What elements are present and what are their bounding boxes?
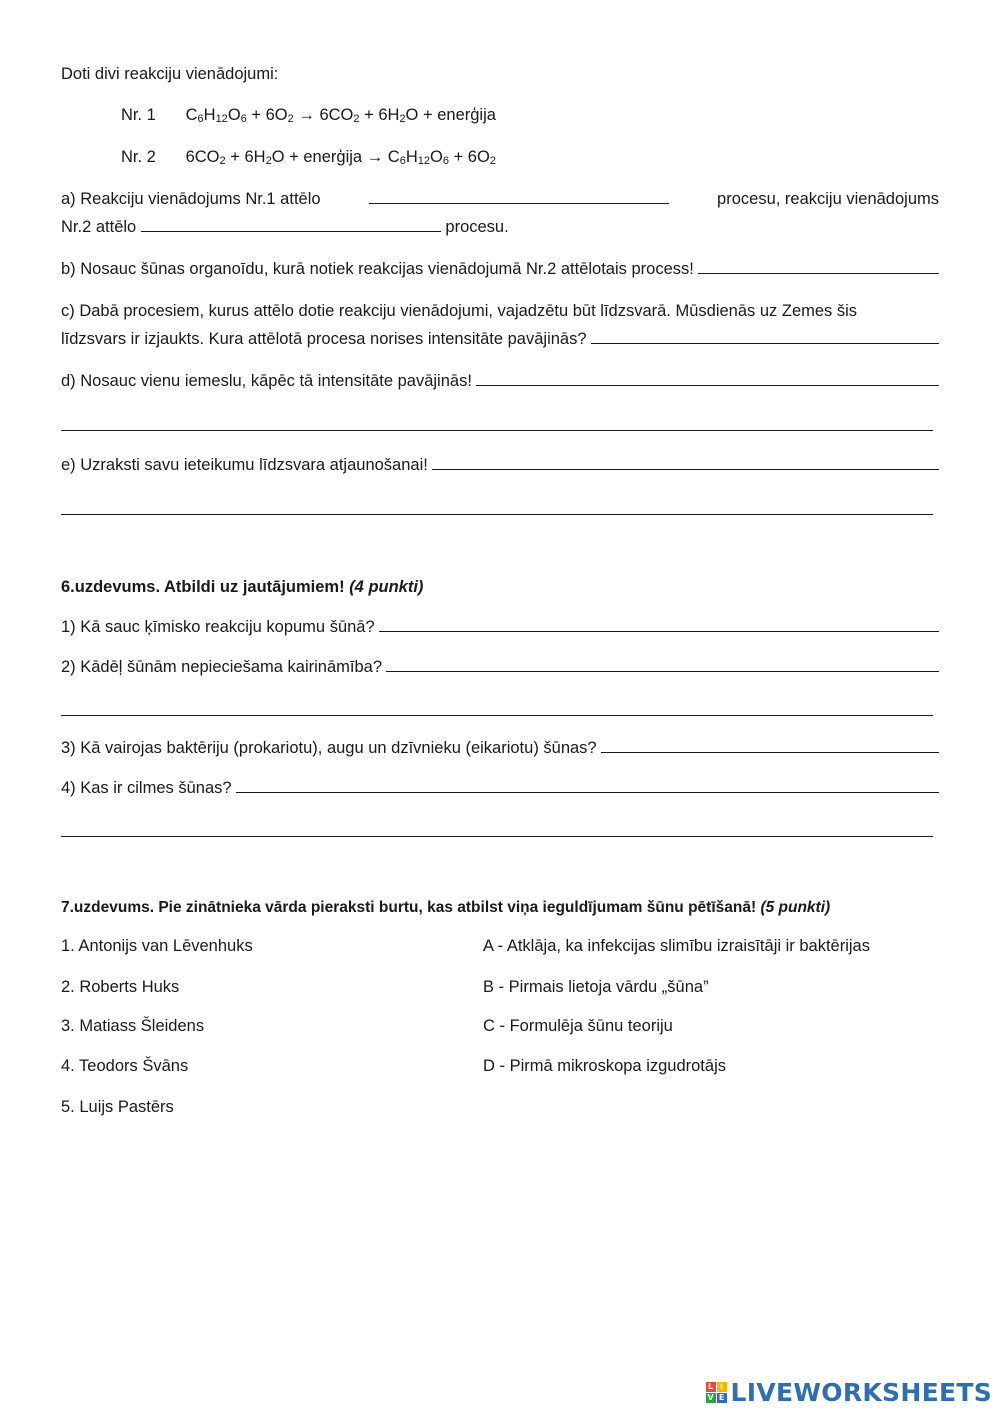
- glucose-formula: $C_6H_{12}O_6$: [185, 106, 247, 125]
- equation-1: Nr. 1 $C_6H_{12}O_6 + 6O_2 \to 6CO_2 + 6H_2O$ + enerģija: [121, 101, 496, 129]
- glucose-formula: $C_6H_{12}O_6$: [387, 148, 449, 167]
- task7-heading: [61, 894, 939, 922]
- oxygen-formula: $6O_2$: [265, 106, 294, 125]
- contribution-item: B - Pirmais lietoja vārdu „šūna”: [483, 978, 709, 996]
- task7-points: (5 punkti): [760, 899, 831, 916]
- water-formula: $6H_2O$: [244, 148, 285, 167]
- contribution-item: C - Formulēja šūnu teoriju: [483, 1017, 673, 1035]
- task7-title: 7.uzdevums. Pie zinātnieka vārda pieraksti burtu, kas atbilst viņa ieguldījumam šūnu pētīšanā!: [61, 899, 757, 916]
- arrow-icon: →: [298, 106, 315, 124]
- equation-1-label: Nr. 1: [121, 106, 156, 124]
- question-e: e) Uzraksti savu ieteikumu līdzsvara atjaunošanai!: [61, 451, 939, 479]
- answer-b-input[interactable]: [698, 255, 939, 274]
- task6-heading: [61, 573, 939, 601]
- task6-question-4: 4) Kas ir cilmes šūnas?: [61, 774, 939, 802]
- answer-a1-input[interactable]: [369, 185, 669, 204]
- question-b: b) Nosauc šūnas organoīdu, kurā notiek reakcijas vienādojumā Nr.2 attēlotais process!: [61, 255, 939, 283]
- question-c-line-2: līdzsvars ir izjaukts. Kura attēlotā procesa norises intensitāte pavājinās?: [61, 325, 939, 353]
- contribution-item: A - Atklāja, ka infekcijas slimību izraisītāji ir baktērijas: [483, 937, 870, 955]
- energy-text: enerģija: [303, 148, 363, 166]
- scientist-item: 5. Luijs Pastērs: [61, 1098, 174, 1116]
- energy-text: enerģija: [437, 106, 496, 124]
- question-c-line-1: c) Dabā procesiem, kurus attēlo dotie reakciju vienādojumi, vajadzētu būt līdzsvarā. Mūsdienās uz Zemes šis: [61, 302, 858, 320]
- answer-d-input[interactable]: [476, 367, 939, 386]
- liveworksheets-logo-icon: L I V E: [706, 1382, 727, 1403]
- answer-e-input[interactable]: [432, 451, 939, 470]
- task6-question-3: 3) Kā vairojas baktēriju (prokariotu), augu un dzīvnieku (eikariotu) šūnas?: [61, 734, 939, 762]
- scientist-item: 1. Antonijs van Lēvenhuks: [61, 937, 253, 955]
- task6-answer-4-extra-input[interactable]: [61, 836, 933, 837]
- oxygen-formula: $6O_2$: [467, 148, 496, 167]
- liveworksheets-text: LIVEWORKSHEETS: [730, 1378, 992, 1407]
- task6-answer-4-input[interactable]: [236, 774, 939, 793]
- co2-formula: $6CO_2$: [319, 106, 360, 125]
- answer-d-extra-input[interactable]: [61, 430, 933, 431]
- scientist-item: 2. Roberts Huks: [61, 978, 180, 996]
- arrow-icon: →: [366, 148, 384, 166]
- question-a-line-2: Nr.2 attēlo procesu.: [61, 213, 939, 241]
- task6-question-1: 1) Kā sauc ķīmisko reakciju kopumu šūnā?: [61, 613, 939, 641]
- answer-a2-input[interactable]: [141, 213, 441, 232]
- task6-answer-2-input[interactable]: [386, 653, 939, 672]
- task6-answer-1-input[interactable]: [379, 613, 939, 632]
- liveworksheets-watermark: [706, 1378, 992, 1407]
- co2-formula: $6CO_2$: [185, 148, 226, 167]
- task6-answer-2-extra-input[interactable]: [61, 715, 933, 716]
- scientist-item: 4. Teodors Švāns: [61, 1057, 189, 1075]
- task6-points: (4 punkti): [349, 578, 424, 596]
- question-d: d) Nosauc vienu iemeslu, kāpēc tā intensitāte pavājinās!: [61, 367, 939, 395]
- question-a-line-1: a) Reakciju vienādojums Nr.1 attēlo procesu, reakciju vienādojums: [61, 185, 939, 213]
- task6-answer-3-input[interactable]: [601, 734, 939, 753]
- equation-2: Nr. 2 $6CO_2 + 6H_2O$ + enerģija → $C_6H_{12}O_6 + 6O_2$: [121, 143, 496, 171]
- intro-text: Doti divi reakciju vienādojumi:: [61, 65, 279, 83]
- contribution-item: D - Pirmā mikroskopa izgudrotājs: [483, 1057, 726, 1075]
- answer-c-input[interactable]: [591, 325, 939, 344]
- task6-title: 6.uzdevums. Atbildi uz jautājumiem!: [61, 578, 345, 596]
- task6-question-2: 2) Kādēļ šūnām nepieciešama kairināmība?: [61, 653, 939, 681]
- answer-e-extra-input[interactable]: [61, 514, 933, 515]
- water-formula: $6H_2O$: [378, 106, 419, 125]
- equation-2-label: Nr. 2: [121, 148, 156, 166]
- scientist-item: 3. Matiass Šleidens: [61, 1017, 205, 1035]
